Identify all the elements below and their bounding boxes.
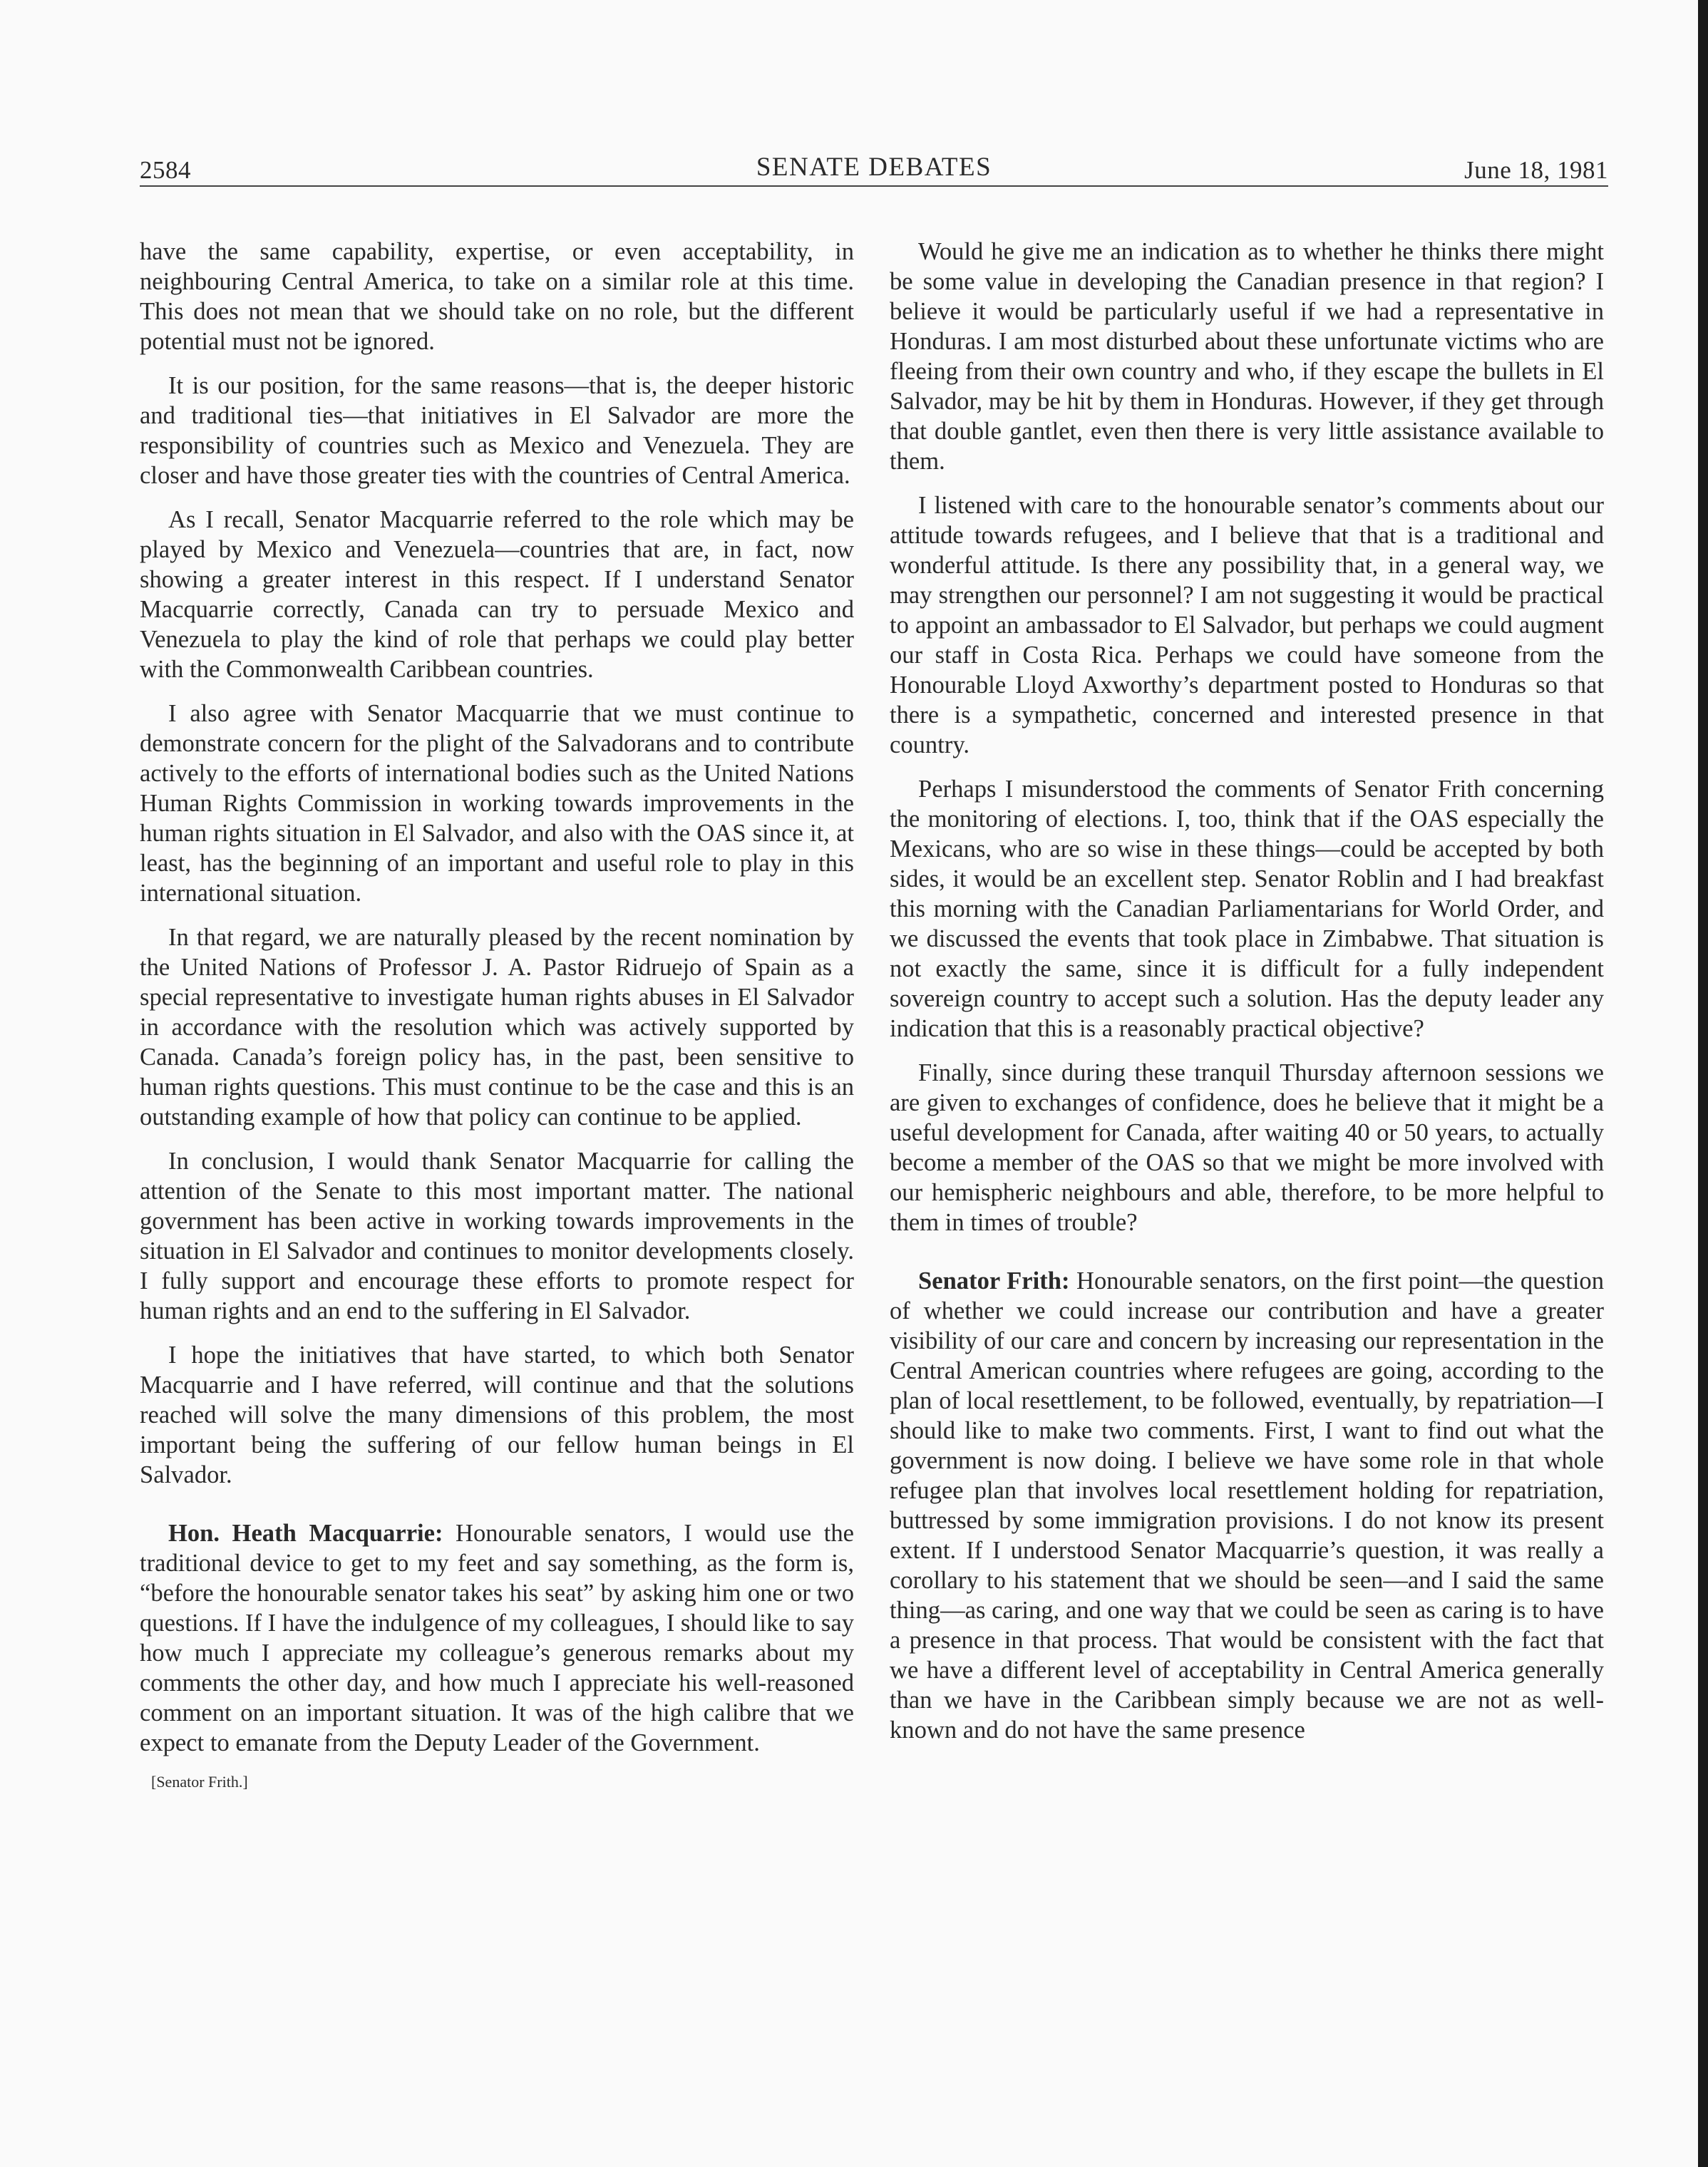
speaker-name: Hon. Heath Macquarrie: xyxy=(168,1520,443,1547)
paragraph: have the same capability, expertise, or even acceptability, in neighbouring Central America, to take on a similar role at this time. This does not mean that we should take on no role, but the different potential must not be ignored. xyxy=(140,238,854,355)
page-date: June 18, 1981 xyxy=(1464,156,1608,184)
speech-text: Honourable senators, on the first point—the question of whether we could increase our contribution and have a greater visibility of our care and concern by increasing our representation in the Central American countries where refugees are going, according to the plan of local resettlement, to be followed, eventually, by repatriation—I should like to make two comments. First, I want to find out what the government is now doing. I believe we have some role in that whole refugee plan that involves local resettlement holding for repatriation, buttressed by some immigration provisions. I do not know its present extent. If I understood Senator Macquarrie’s question, it was really a corollary to his statement that we should be seen—and I said the same thing—as caring, and one way that we could be seen as caring is to have a presence in that process. That would be consistent with the fact that we have a different level of acceptability in Central America generally than we have in the Caribbean simply because we are not as well-known and do not have the same presence xyxy=(890,1267,1605,1744)
footnote: [Senator Frith.] xyxy=(151,1773,248,1791)
paragraph: Perhaps I misunderstood the comments of Senator Frith concerning the monitoring of elections. I, too, think that if the OAS especially the Mexicans, who are so wise in these things—could be accepted by both sides, it would be an excellent step. Senator Roblin and I had breakfast this morning with the Canadian Parliamentarians for World Order, and we discussed the events that took place in Zimbabwe. That situation is not exactly the same, since it is difficult for a fully independent sovereign country to accept such a solution. Has the deputy leader any indication that this is a reasonably practical objective? xyxy=(890,776,1604,1042)
paragraph: I also agree with Senator Macquarrie that we must continue to demonstrate concern for the plight of the Salvadorans and to contribute actively to the efforts of international bodies such as the United Nations Human Rights Commission in working towards improvements in the human rights situation in El Salvador, and also with the OAS since it, at least, has the beginning of an important and useful role to play in this international situation. xyxy=(140,700,854,907)
paragraph: I listened with care to the honourable senator’s comments about our attitude towards refugees, and I believe that that is a traditional and wonderful attitude. Is there any possibility that, in a general way, we may strengthen our personnel? I am not suggesting it would be practical to appoint an ambassador to El Salvador, but perhaps we could augment our staff in Costa Rica. Perhaps we could have someone from the Honourable Lloyd Axworthy’s department posted to Honduras so that there is a sympathetic, concerned and interested presence in that country. xyxy=(890,492,1604,758)
scan-edge xyxy=(1698,0,1708,2167)
publication-title: SENATE DEBATES xyxy=(756,153,992,182)
paragraph: Finally, since during these tranquil Thursday afternoon sessions we are given to exchanges of confidence, does he believe that it might be a useful development for Canada, after waiting 40 or 50 years, to actually become a member of the OAS so that we might be more involved with our hemispheric neighbours and able, therefore, to be more helpful to them in times of trouble? xyxy=(890,1059,1604,1236)
paragraph: I hope the initiatives that have started, to which both Senator Macquarrie and I have referred, will continue and that the solutions reached will solve the many dimensions of this problem, the most important being the suffering of our fellow human beings in El Salvador. xyxy=(140,1342,854,1488)
header-rule xyxy=(140,185,1608,187)
paragraph: In conclusion, I would thank Senator Macquarrie for calling the attention of the Senate to this most important matter. The national government has been active in working towards improvements in the situation in El Salvador and continues to monitor developments closely. I fully support and encourage these efforts to promote respect for human rights and an end to the suffering in El Salvador. xyxy=(140,1148,854,1324)
speaker-name: Senator Frith: xyxy=(918,1267,1070,1294)
paragraph: It is our position, for the same reasons—that is, the deeper historic and traditional ties—that initiatives in El Salvador are more the responsibility of countries such as Mexico and Venezuela. They are closer and have those greater ties with the countries of Central America. xyxy=(140,372,854,489)
paragraph: Would he give me an indication as to whether he thinks there might be some value in developing the Canadian presence in that region? I believe it would be particularly useful if we had a representative in Honduras. I am most disturbed about these unfortunate victims who are fleeing from their own country and who, if they escape the bullets in El Salvador, may be hit by them in Honduras. However, if they get through that double gantlet, even then there is very little assistance available to them. xyxy=(890,238,1604,475)
paragraph: In that regard, we are naturally pleased by the recent nomination by the United Nations of Professor J. A. Pastor Ridruejo of Spain as a special representative to investigate human rights abuses in El Salvador in accordance with the resolution which was actively supported by Canada. Canada’s foreign policy has, in the past, been sensitive to human rights questions. This must continue to be the case and this is an outstanding example of how that policy can continue to be applied. xyxy=(140,924,854,1131)
page-number: 2584 xyxy=(140,156,191,184)
speech-paragraph xyxy=(890,1266,1604,1745)
speech-text: Honourable senators, I would use the traditional device to get to my feet and say something, as the form is, “before the honourable senator takes his seat” by asking him one or two questions. If I have the indulgence of my colleagues, I should like to say how much I appreciate my colleague’s generous remarks about my comments the other day, and how much I appreciate his well-reasoned comment on an important situation. It was of the high calibre that we expect to emanate from the Deputy Leader of the Government. xyxy=(140,1520,854,1756)
right-column xyxy=(890,237,1604,1759)
paragraph: As I recall, Senator Macquarrie referred to the role which may be played by Mexico and Venezuela—countries that are, in fact, now showing a greater interest in this respect. If I understand Senator Macquarrie correctly, Canada can try to persuade Mexico and Venezuela to play the kind of role that perhaps we could play better with the Commonwealth Caribbean countries. xyxy=(140,506,854,683)
speech-paragraph xyxy=(140,1518,854,1758)
left-column xyxy=(140,237,854,1792)
page-header xyxy=(140,152,1608,190)
